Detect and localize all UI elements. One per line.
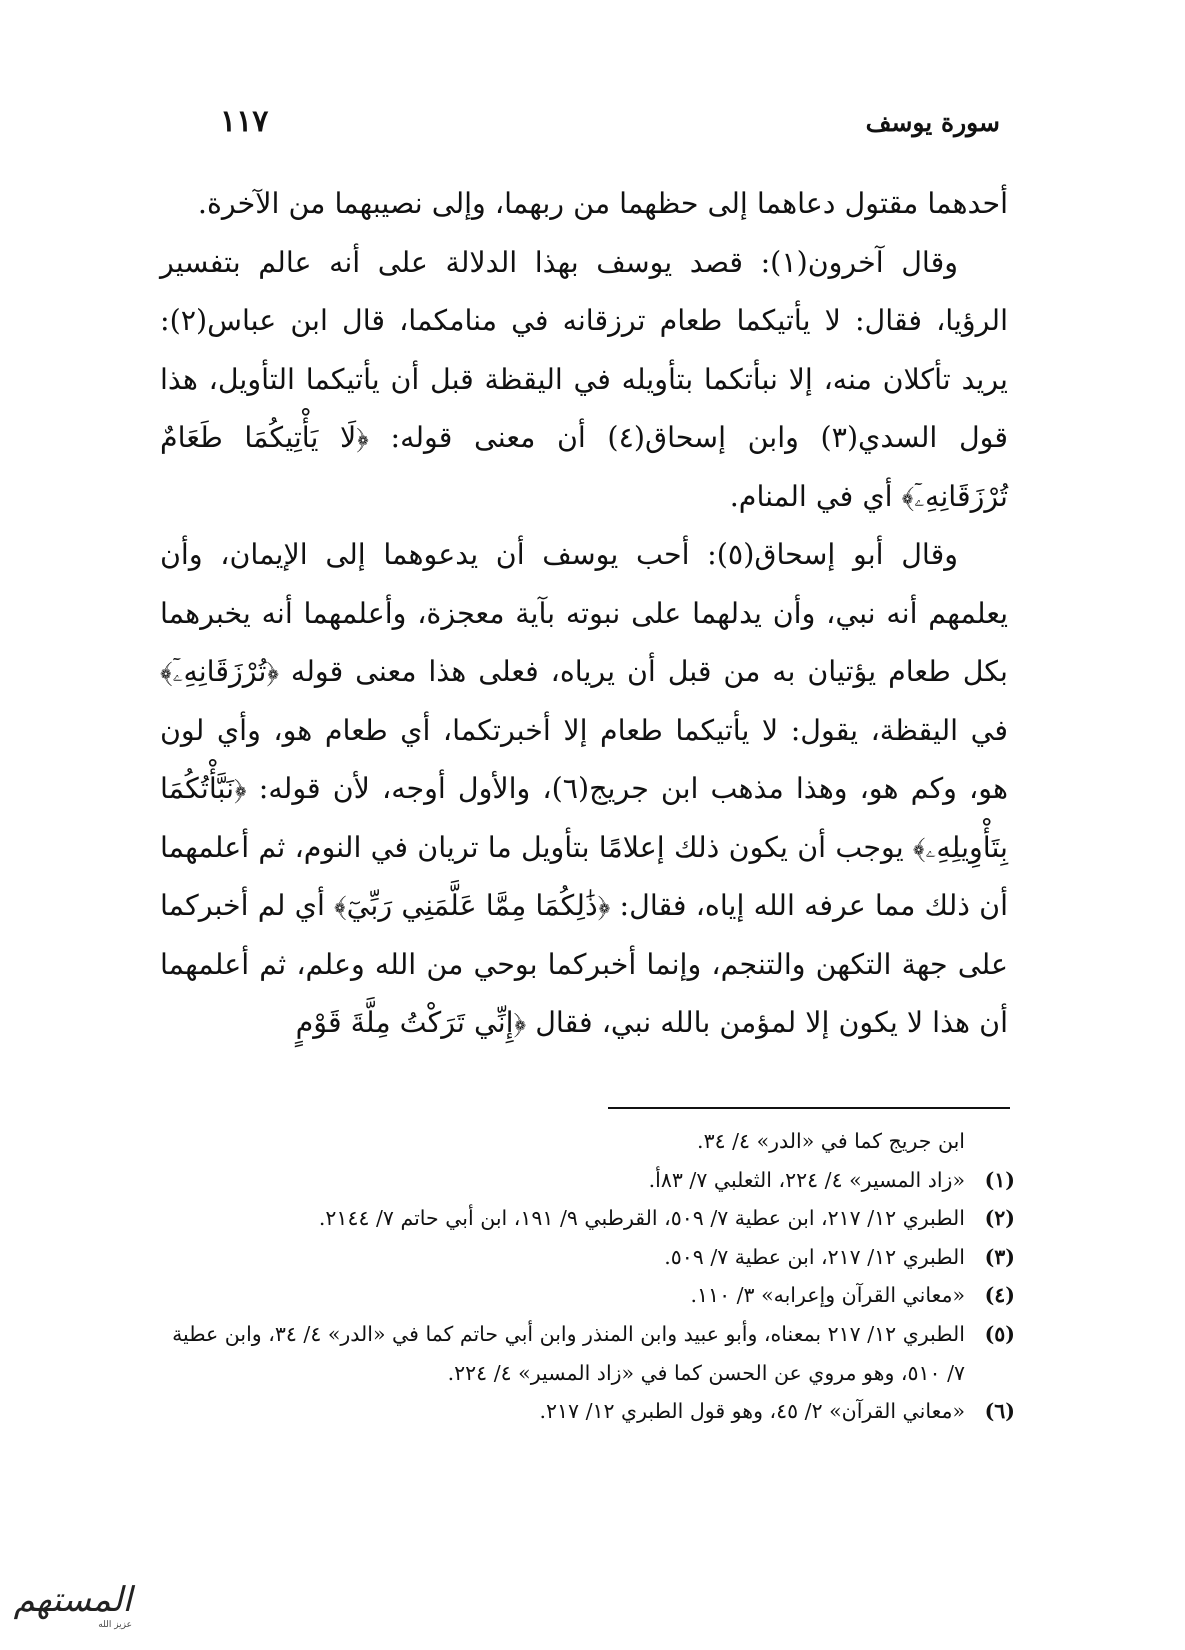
footnote-number: (٥) [984,1321,1015,1346]
footnote-5 [150,1315,1015,1392]
page-header [220,104,1000,158]
footnote-4 [150,1276,1015,1315]
publisher-logo [13,1580,136,1636]
paragraph-1: أحدهما مقتول دعاهما إلى حظهما من ربهما، وإلى نصيبهما من الآخرة. [197,187,1008,220]
footnote-continuation: ابن جريج كما في «الدر» ٤/ ٣٤. [697,1129,965,1153]
footnote-text: الطبري ١٢/ ٢١٧، ابن عطية ٧/ ٥٠٩. [664,1244,965,1269]
footnote-text: «معاني القرآن» ٢/ ٤٥، وهو قول الطبري ١٢/ ٢١٧. [539,1399,965,1424]
paragraph-3: وقال أبو إسحاق(٥): أحب يوسف أن يدعوهما إلى الإيمان، وأن يعلمهم أنه نبي، وأن يدلهما على نبوته بآية معجزة، وأعلمهما أنه يخبرهما بكل طعام يؤتيان به من قبل أن يرياه، فعلى هذا معنى قوله ﴿تُرْزَقَانِهِۦٓ﴾ في اليقظة، يقول: لا يأتيكما طعام إلا أخبرتكما، أي طعام هو، وأي لون هو، وكم هو، وهذا مذهب ابن جريج(٦)، والأول أوجه، لأن قوله: ﴿نَبَّأْتُكُمَا بِتَأْوِيلِهِۦ﴾ يوجب أن يكون ذلك إعلامًا بتأويل ما تريان في النوم، ثم أعلمهما أن ذلك مما عرفه الله إياه، فقال: ﴿ذَٰلِكُمَا مِمَّا عَلَّمَنِي رَبِّيٓ﴾ أي لم أخبركما على جهة التكهن والتنجم، وإنما أخبركما بوحي من الله وعلم، ثم أعلمهما أن هذا لا يكون إلا لمؤمن بالله نبي، فقال ﴿إِنِّي تَرَكْتُ مِلَّةَ قَوْمٍ [160,538,1008,1039]
surah-title: سورة يوسف [865,108,1000,137]
footnote-text: «زاد المسير» ٤/ ٢٢٤، الثعلبي ٧/ ٨٣أ. [648,1167,965,1192]
footnote-2 [150,1199,1015,1238]
paragraph-2: وقال آخرون(١): قصد يوسف بهذا الدلالة على أنه عالم بتفسير الرؤيا، فقال: لا يأتيكما طعام ترزقانه في منامكما، قال ابن عباس(٢): يريد تأكلان منه، إلا نبأتكما بتأويله في اليقظة قبل أن يأتيكما التأويل، هذا قول السدي(٣) وابن إسحاق(٤) أن معنى قوله: ﴿لَا يَأْتِيكُمَا طَعَامٌ تُرْزَقَانِهِۦٓ﴾ أي في المنام. [160,245,1009,513]
main-text [160,175,1008,1053]
page-number: ١١٧ [220,104,269,139]
footnote-3 [150,1238,1015,1277]
footnotes [150,1122,1015,1431]
footnote-number: (١) [984,1167,1015,1192]
logo-subtext: عزيز الله [98,1620,132,1630]
footnote-6 [150,1392,1015,1431]
footnote-text: الطبري ١٢/ ٢١٧ بمعناه، وأبو عبيد وابن المنذر وابن أبي حاتم كما في «الدر» ٤/ ٣٤، وابن عطية ٧/ ٥١٠، وهو مروي عن الحسن كما في «زاد المسير» ٤/ ٢٢٤. [172,1321,965,1385]
footnote-text: «معاني القرآن وإعرابه» ٣/ ١١٠. [690,1283,965,1308]
logo-calligraphy: المستهم [13,1580,132,1620]
footnote-number: (٣) [984,1244,1015,1269]
footnote-number: (٦) [984,1399,1015,1424]
footnote-1 [150,1161,1015,1200]
footnote-text: الطبري ١٢/ ٢١٧، ابن عطية ٧/ ٥٠٩، القرطبي ٩/ ١٩١، ابن أبي حاتم ٧/ ٢١٤٤. [318,1206,965,1231]
footnote-number: (٢) [984,1206,1015,1231]
footnote-divider [608,1107,1010,1109]
footnote-number: (٤) [984,1283,1015,1308]
